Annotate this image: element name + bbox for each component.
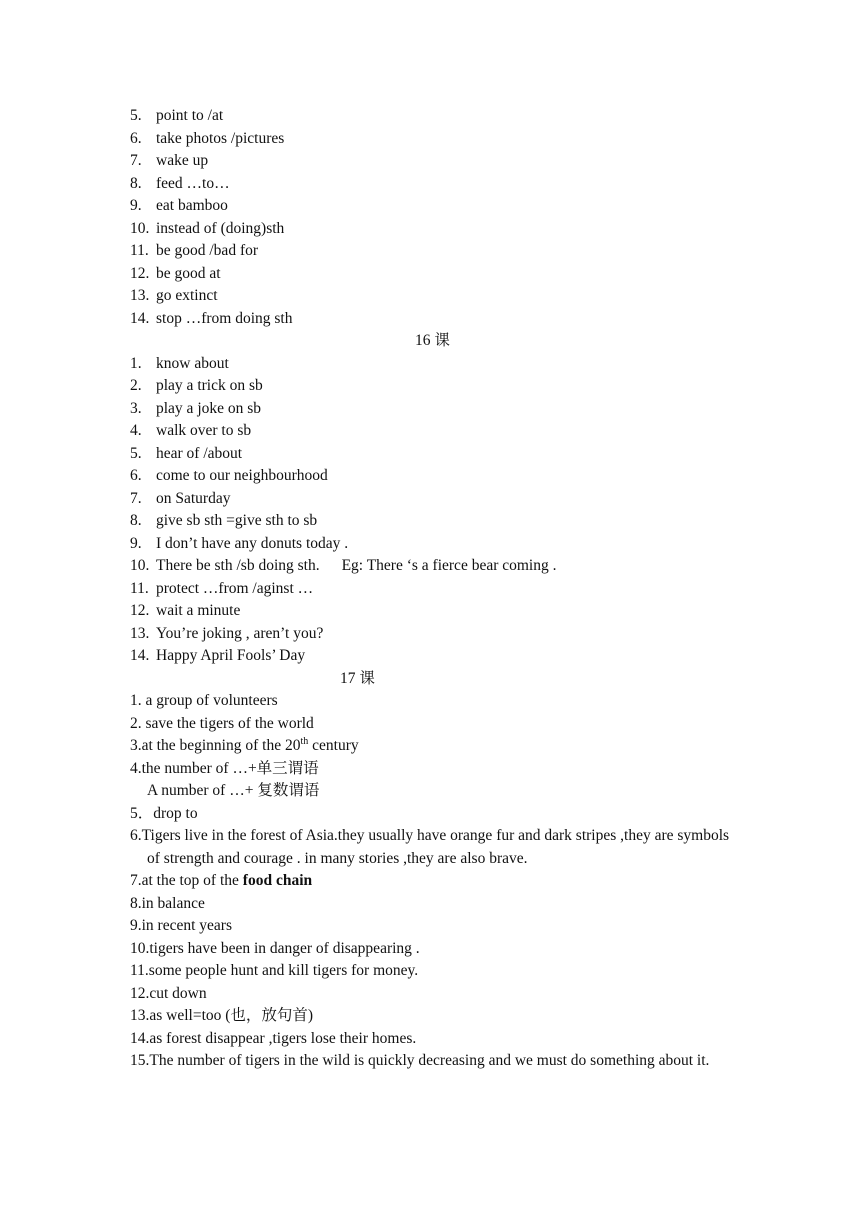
list-item: 10.tigers have been in danger of disappearing . <box>130 939 420 957</box>
list-item: 13. go extinct <box>130 287 218 304</box>
list-item: 9.in recent years <box>130 917 232 934</box>
list-item: 5. hear of /about <box>130 444 243 462</box>
list-item: 4. walk over to sb <box>130 422 252 439</box>
list-item: 7. wake up <box>130 152 209 169</box>
list-item: 13. You’re joking , aren’t you? <box>130 624 324 642</box>
list-item: 14.as forest disappear ,tigers lose their homes. <box>130 1029 417 1047</box>
list-item: 7.at the top of the food chain <box>130 872 313 889</box>
example-sentence: Eg: There ‘s a fierce bear coming . <box>341 557 557 574</box>
list-item: 12. wait a minute <box>130 602 241 619</box>
list-item: 5. point to /at <box>130 107 224 124</box>
list-item: 9. eat bamboo <box>130 197 228 214</box>
list-item: 11. protect …from /aginst … <box>130 579 314 597</box>
list-item: 6. come to our neighbourhood <box>130 467 328 484</box>
list-item: 11. be good /bad for <box>130 242 259 259</box>
list-item: 14. stop …from doing sth <box>130 309 293 327</box>
list-item: 12.cut down <box>130 984 207 1002</box>
list-item: 2. play a trick on sb <box>130 377 263 394</box>
lesson-17-heading: 17 课 <box>340 669 375 687</box>
section-16-list <box>130 353 735 668</box>
lesson-16-heading: 16 课 <box>415 332 450 349</box>
list-item: 8. give sb sth =give sth to sb <box>130 512 318 529</box>
list-item: 4.the number of …+单三谓语 <box>130 759 319 777</box>
list-item: 15.The number of tigers in the wild is quickly decreasing and we must do something about it. <box>130 1052 710 1069</box>
list-item: 8.in balance <box>130 894 205 912</box>
list-item: 14. Happy April Fools’ Day <box>130 647 306 664</box>
list-item: 12. be good at <box>130 264 221 282</box>
list-item: 3.at the beginning of the 20th century <box>130 736 359 754</box>
document-page <box>130 105 735 1073</box>
list-item: 3. play a joke on sb <box>130 399 262 417</box>
list-item: 9. I don’t have any donuts today . <box>130 534 349 552</box>
list-item: 2. save the tigers of the world <box>130 714 314 732</box>
list-item: 5．drop to <box>130 804 198 822</box>
section-15-list <box>130 105 735 330</box>
list-item: 10. There be sth /sb doing sth. Eg: There ‘s a fierce bear coming . <box>130 557 557 574</box>
list-item: 11.some people hunt and kill tigers for money. <box>130 962 419 979</box>
list-item: 13.as well=too (也，放句首) <box>130 1007 314 1024</box>
list-item: 6. take photos /pictures <box>130 129 285 147</box>
list-item-continuation: A number of …+ 复数谓语 <box>147 782 320 799</box>
list-item: 10. instead of (doing)sth <box>130 219 285 237</box>
list-item: 1. know about <box>130 354 229 372</box>
list-item: 1. a group of volunteers <box>130 692 278 709</box>
list-item: 7. on Saturday <box>130 489 231 507</box>
list-item: 8. feed …to… <box>130 174 230 192</box>
list-item: 6.Tigers live in the forest of Asia.they usually have orange fur and dark stripes ,they are symbols of strength and courage . in many stories ,they are also brave. <box>130 827 730 867</box>
section-17-list <box>130 690 735 1073</box>
